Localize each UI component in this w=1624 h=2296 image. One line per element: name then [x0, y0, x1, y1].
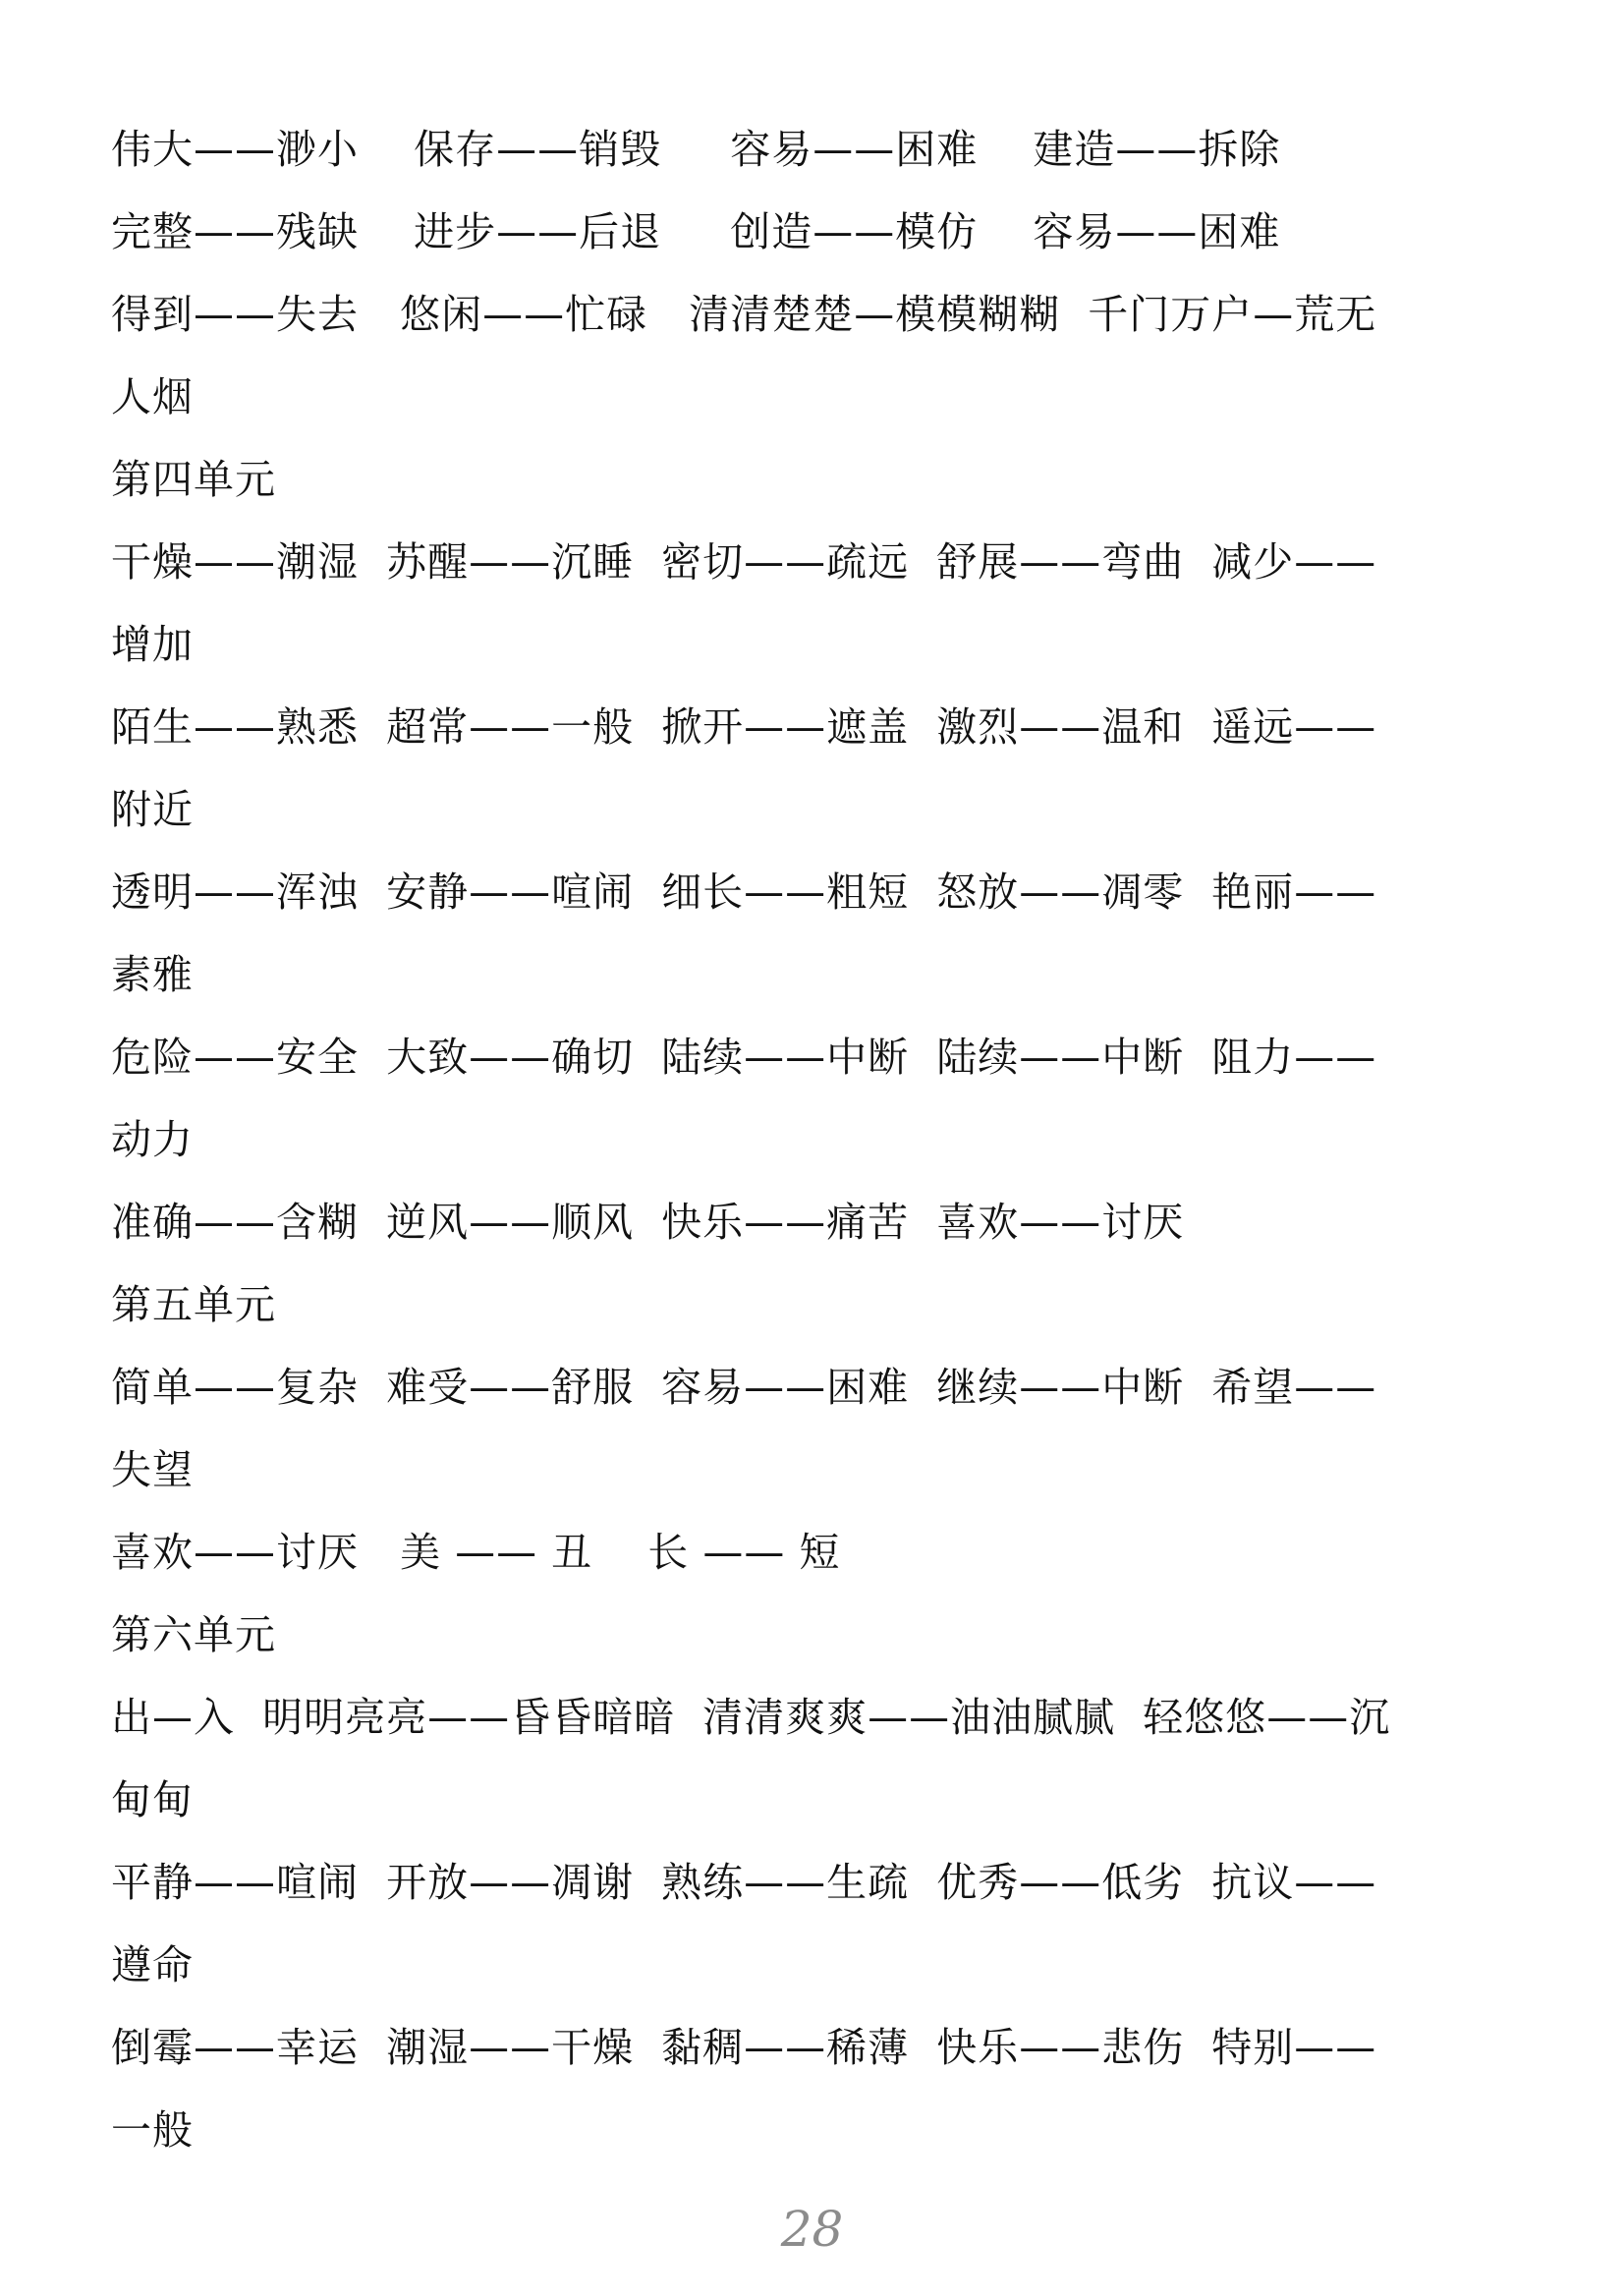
text-line: 完整——残缺 进步——后退 创造——模仿 容易——困难	[111, 208, 1281, 255]
text-line: 增加	[111, 621, 194, 668]
section-heading: 第六单元	[111, 1611, 276, 1658]
text-line: 平静——喧闹 开放——凋谢 熟练——生疏 优秀——低劣 抗议——	[111, 1859, 1377, 1906]
text-line: 陌生——熟悉 超常——一般 掀开——遮盖 激烈——温和 遥远——	[111, 703, 1377, 751]
text-line: 干燥——潮湿 苏醒——沉睡 密切——疏远 舒展——弯曲 减少——	[111, 538, 1377, 586]
text-line: 简单——复杂 难受——舒服 容易——困难 继续——中断 希望——	[111, 1364, 1377, 1411]
text-line: 素雅	[111, 951, 194, 998]
text-line: 附近	[111, 786, 194, 833]
text-line: 得到——失去 悠闲——忙碌 清清楚楚—模模糊糊 千门万户—荒无	[111, 291, 1377, 338]
section-heading: 第四单元	[111, 456, 276, 503]
text-line: 遵命	[111, 1941, 194, 1988]
antonym-list	[111, 108, 1526, 2171]
text-line: 喜欢——讨厌 美 —— 丑 长 —— 短	[111, 1529, 841, 1576]
text-line: 人烟	[111, 373, 194, 420]
section-heading: 第五单元	[111, 1281, 276, 1328]
text-line: 伟大——渺小 保存——销毁 容易——困难 建造——拆除	[111, 126, 1281, 173]
text-line: 倒霉——幸运 潮湿——干燥 黏稠——稀薄 快乐——悲伤 特别——	[111, 2024, 1377, 2071]
text-line: 出—入 明明亮亮——昏昏暗暗 清清爽爽——油油腻腻 轻悠悠——沉	[111, 1694, 1391, 1741]
text-line: 动力	[111, 1116, 194, 1163]
text-line: 失望	[111, 1446, 194, 1493]
text-line: 危险——安全 大致——确切 陆续——中断 陆续——中断 阻力——	[111, 1034, 1377, 1081]
text-line: 甸甸	[111, 1776, 194, 1823]
text-line: 准确——含糊 逆风——顺风 快乐——痛苦 喜欢——讨厌	[111, 1199, 1185, 1246]
text-line: 一般	[111, 2106, 194, 2154]
text-line: 透明——浑浊 安静——喧闹 细长——粗短 怒放——凋零 艳丽——	[111, 868, 1377, 916]
page-number: 28	[780, 2201, 844, 2258]
